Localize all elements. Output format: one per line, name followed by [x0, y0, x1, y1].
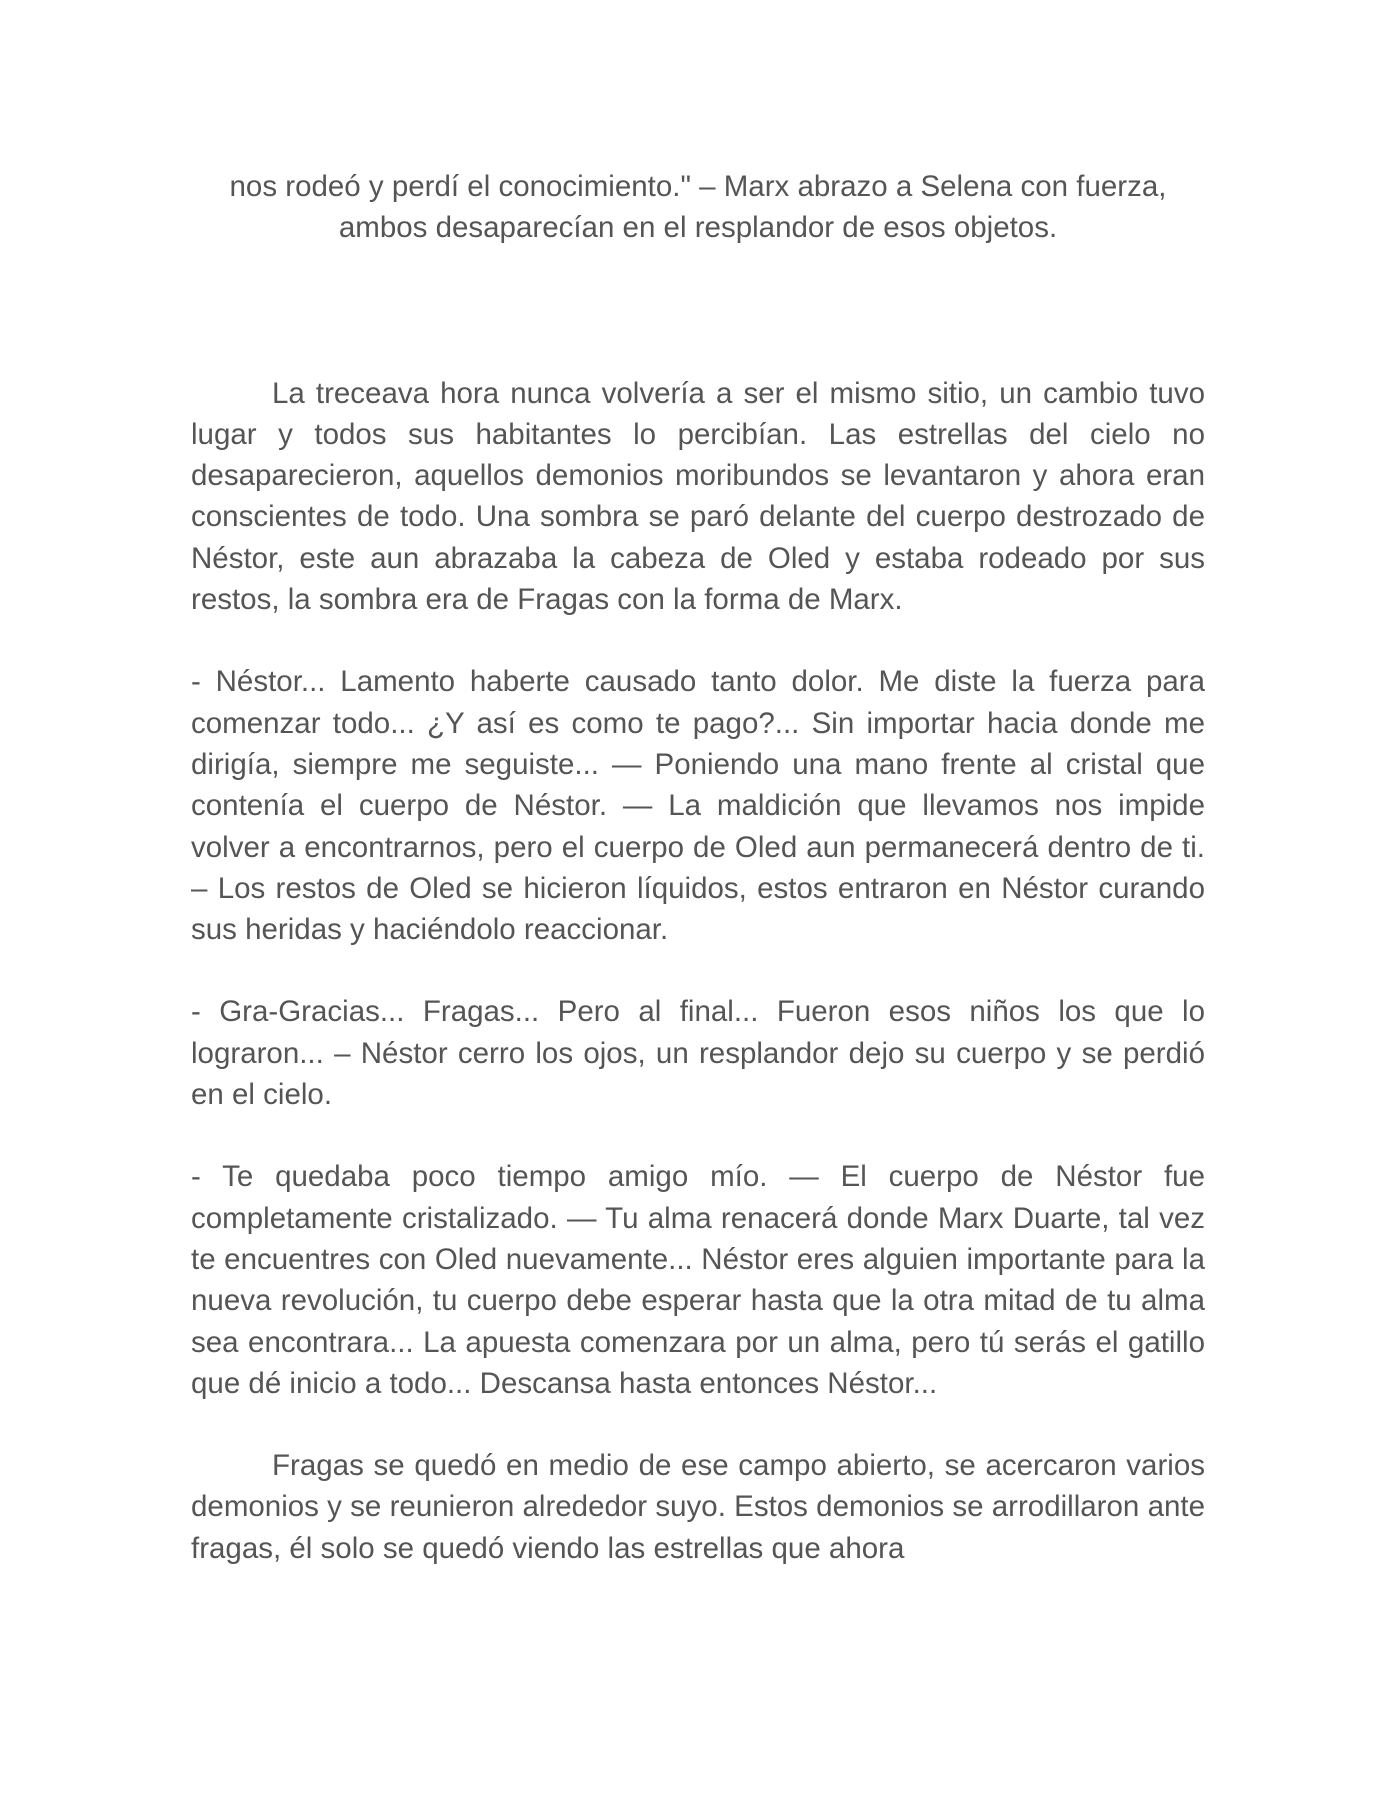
paragraph-spacer	[191, 1115, 1205, 1156]
paragraph-gracias-fragas: - Gra-Gracias... Fragas... Pero al final... Fueron esos niños los que lo lograron... – Néstor cerro los ojos, un resplandor dejo su cuerpo y se perdió en el cielo.	[191, 995, 1205, 1112]
section-break	[191, 249, 1205, 373]
paragraph-spacer	[191, 620, 1205, 661]
paragraph-spacer	[191, 1404, 1205, 1445]
paragraph-fragas-campo: Fragas se quedó en medio de ese campo abierto, se acercaron varios demonios y se reunieron alrededor suyo. Estos demonios se arrodillaron ante fragas, él solo se quedó viendo las estrellas que ahora	[191, 1449, 1205, 1565]
paragraph-treceava-hora: La treceava hora nunca volvería a ser el mismo sitio, un cambio tuvo lugar y todos sus habitantes lo percibían. Las estrellas del cielo no desaparecieron, aquellos demonios moribundos se levantaron y ahora eran conscientes de todo. Una sombra se paró delante del cuerpo destrozado de Néstor, este aun abrazaba la cabeza de Oled y estaba rodeado por sus restos, la sombra era de Fragas con la forma de Marx.	[191, 376, 1205, 617]
intro-passage	[191, 166, 1205, 249]
intro-line-2: ambos desaparecían en el resplandor de esos objetos.	[338, 211, 1058, 245]
intro-line-1: nos rodeó y perdí el conocimiento." – Marx abrazo a Selena con fuerza,	[229, 170, 1167, 203]
paragraph-nestor-dialogue: - Néstor... Lamento haberte causado tanto dolor. Me diste la fuerza para comenzar todo... ¿Y así es como te pago?... Sin importar hacia donde me dirigía, siempre me seguiste... — Poniendo una mano frente al cristal que contenía el cuerpo de Néstor. — La maldición que llevamos nos impide volver a encontrarnos, pero el cuerpo de Oled aun permanecerá dentro de ti. – Los restos de Oled se hicieron líquidos, estos entraron en Néstor curando sus heridas y haciéndolo reaccionar.	[191, 665, 1205, 947]
paragraph-spacer	[191, 950, 1205, 991]
paragraph-poco-tiempo: - Te quedaba poco tiempo amigo mío. — El cuerpo de Néstor fue completamente cristalizado. — Tu alma renacerá donde Marx Duarte, tal vez te encuentres con Oled nuevamente... Néstor eres alguien importante para la nueva revolución, tu cuerpo debe esperar hasta que la otra mitad de tu alma sea encontrara... La apuesta comenzara por un alma, pero tú serás el gatillo que dé inicio a todo... Descansa hasta entonces Néstor...	[191, 1160, 1205, 1400]
document-body	[191, 166, 1205, 1569]
